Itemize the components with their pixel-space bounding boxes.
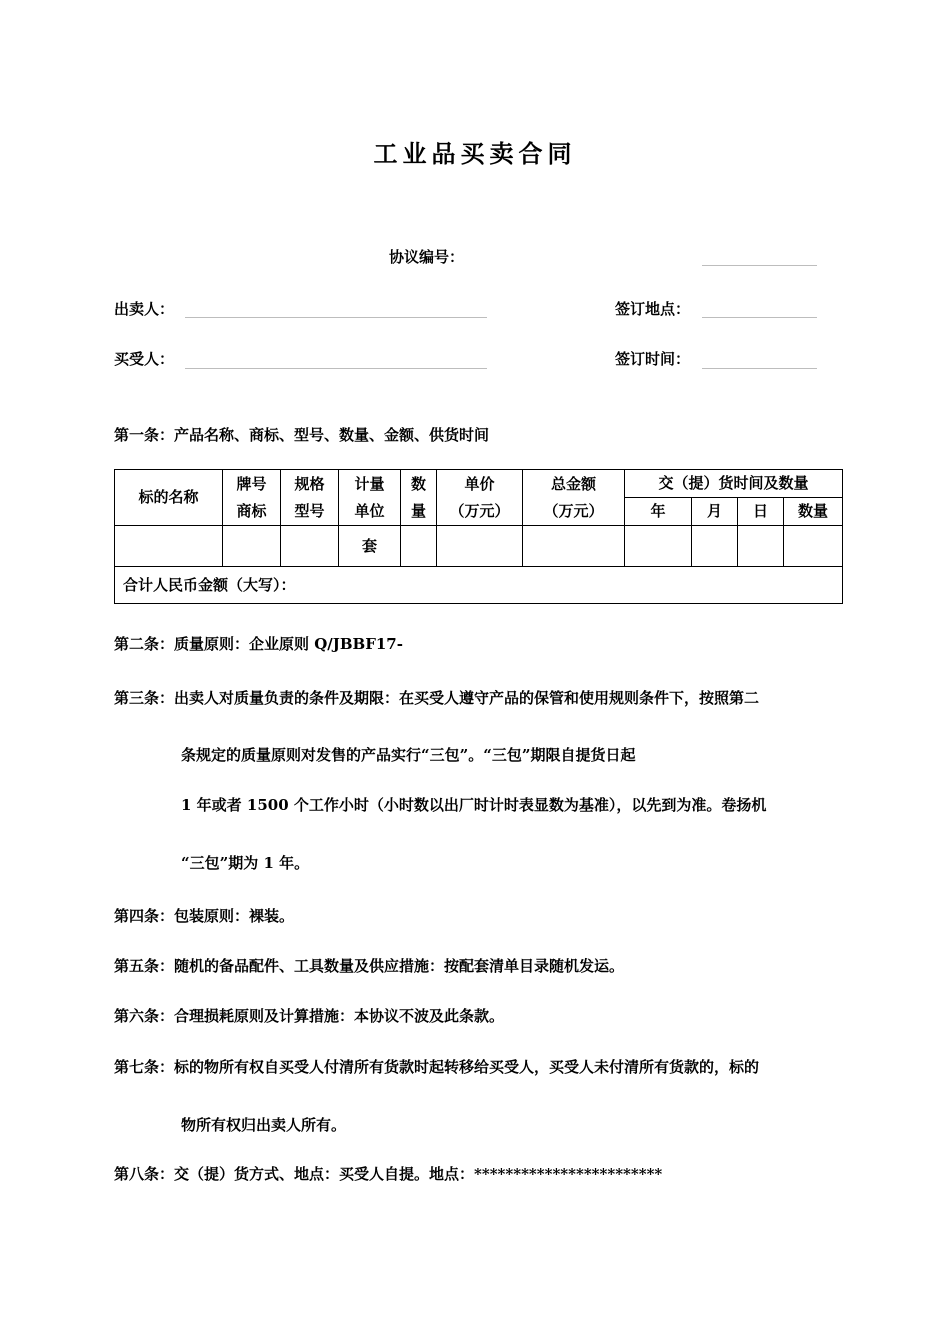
clause-7-line-2: 物所有权归出卖人所有。: [181, 1116, 347, 1134]
buyer-label: 买受人：: [114, 350, 175, 368]
cell-unit: 套: [339, 526, 401, 567]
header-unit: 计量 单位: [339, 470, 401, 526]
cell-day: [738, 526, 784, 567]
header-qty: 数 量: [401, 470, 437, 526]
clause-5: 第五条：随机的备品配件、工具数量及供应措施：按配套清单目录随机发运。: [114, 957, 625, 975]
clause-7: 第七条：标的物所有权自买受人付清所有货款时起转移给买受人，买受人未付清所有货款的，标的: [114, 1058, 760, 1076]
header-year: 年: [625, 498, 692, 526]
cell-brand: [223, 526, 281, 567]
cell-amount: [523, 526, 625, 567]
header-price: 单价 （万元）: [437, 470, 523, 526]
header-name: 标的名称: [115, 470, 223, 526]
header-brand: 牌号 商标: [223, 470, 281, 526]
sign-time-blank: [702, 368, 817, 369]
header-day: 日: [738, 498, 784, 526]
clause-2: 第二条：质量原则：企业原则 Q/JBBF17-: [114, 635, 403, 653]
cell-spec: [281, 526, 339, 567]
clause-3: 第三条：出卖人对质量负责的条件及期限：在买受人遵守产品的保管和使用规则条件下，按照第二: [114, 689, 760, 707]
cell-month: [692, 526, 738, 567]
clause-3-line-2: 条规定的质量原则对发售的产品实行“三包”。“三包”期限自提货日起: [181, 746, 636, 764]
header-amount: 总金额 （万元）: [523, 470, 625, 526]
header-spec: 规格 型号: [281, 470, 339, 526]
cell-year: [625, 526, 692, 567]
header-delivery-qty: 数量: [784, 498, 843, 526]
sign-time-label: 签订时间：: [615, 350, 691, 368]
clause-1: 第一条：产品名称、商标、型号、数量、金额、供货时间: [114, 426, 490, 444]
header-delivery: 交（提）货时间及数量: [625, 470, 843, 498]
clause-6: 第六条：合理损耗原则及计算措施：本协议不波及此条款。: [114, 1007, 505, 1025]
total-amount-label: 合计人民币金额（大写）：: [115, 567, 843, 604]
cell-qty: [401, 526, 437, 567]
clause-3-line-4: “三包”期为 1 年。: [181, 854, 310, 872]
clause-4: 第四条：包装原则：裸装。: [114, 907, 295, 925]
seller-label: 出卖人：: [114, 300, 175, 318]
sign-place-label: 签订地点：: [615, 300, 691, 318]
header-month: 月: [692, 498, 738, 526]
document-title: 工业品买卖合同: [373, 140, 577, 168]
cell-name: [115, 526, 223, 567]
goods-table: [114, 469, 843, 604]
table-row: [115, 526, 843, 567]
clause-3-line-3: 1 年或者 1500 个工作小时（小时数以出厂时计时表显数为基准），以先到为准。卷扬机: [181, 796, 767, 814]
seller-blank: [185, 317, 487, 318]
cell-price: [437, 526, 523, 567]
agreement-no-blank: [702, 265, 817, 266]
clause-8: 第八条：交（提）货方式、地点：买受人自提。地点：************************: [114, 1165, 663, 1183]
sign-place-blank: [702, 317, 817, 318]
agreement-no-label: 协议编号：: [389, 248, 465, 266]
buyer-blank: [185, 368, 487, 369]
cell-delivery-qty: [784, 526, 843, 567]
